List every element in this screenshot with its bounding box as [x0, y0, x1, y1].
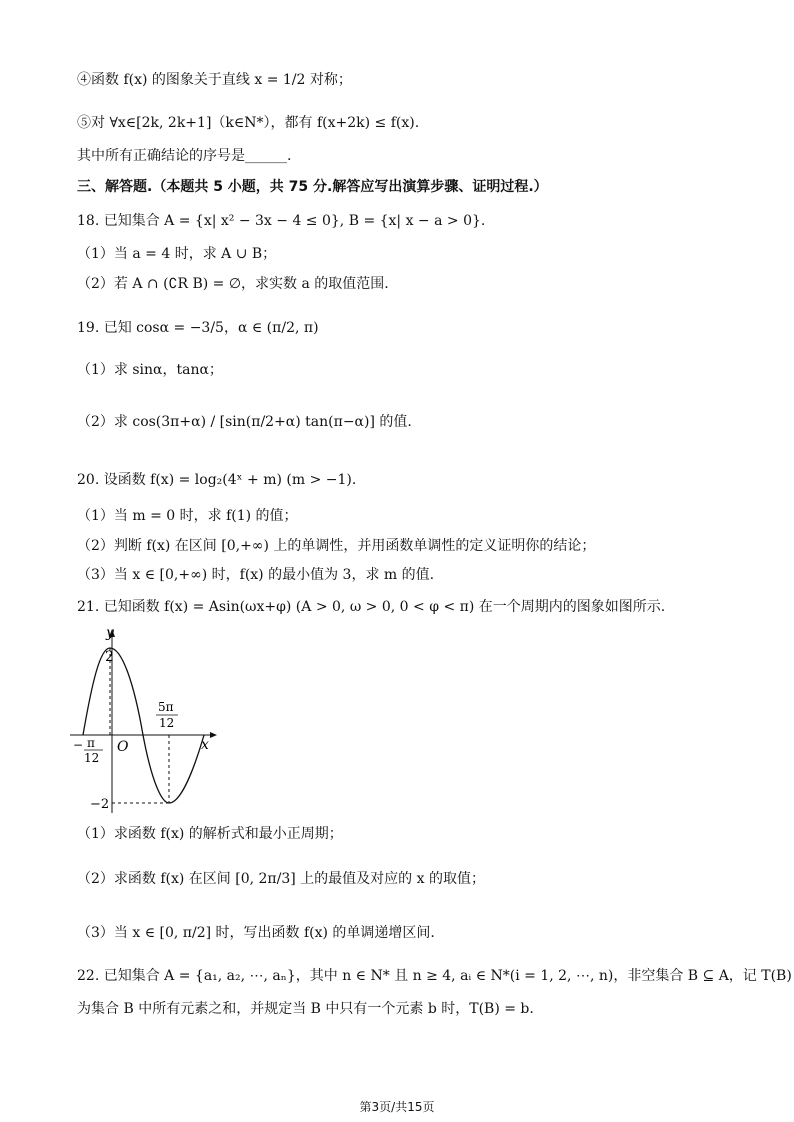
right-x-denominator: 12 [159, 716, 175, 730]
q18-stem: 18. 已知集合 A = {x| x² − 3x − 4 ≤ 0}, B = {x| x − a > 0}. [77, 213, 486, 229]
right-x-numerator: 5π [158, 700, 174, 714]
x-axis-arrow [210, 732, 217, 738]
q18-part-2: （2）若 A ∩ (∁R B) = ∅，求实数 a 的取值范围. [77, 276, 389, 292]
x-axis-label: x [201, 737, 209, 753]
q22-stem: 22. 已知集合 A = {a₁, a₂, ⋯, aₙ}，其中 n ∈ N* 且 n ≥ 4, aᵢ ∈ N*(i = 1, 2, ⋯, n)，非空集合 B ⊆ A，记 T(B) [77, 968, 792, 984]
left-x-sign: − [73, 738, 84, 752]
q18-part-1: （1）当 a = 4 时，求 A ∪ B； [77, 246, 277, 262]
q19-stem: 19. 已知 cosα = −3/5，α ∈ (π/2, π) [77, 320, 319, 336]
q21-stem: 21. 已知函数 f(x) = Asin(ωx+φ) (A > 0, ω > 0, 0 < φ < π) 在一个周期内的图象如图所示. [77, 599, 666, 615]
sine-curve [83, 648, 204, 803]
section-three-heading: 三、解答题.（本题共 5 小题，共 75 分.解答应写出演算步骤、证明过程.） [77, 179, 548, 195]
min-value-label: −2 [90, 797, 110, 812]
q22-stem-continued: 为集合 B 中所有元素之和，并规定当 B 中只有一个元素 b 时，T(B) = b. [77, 1001, 534, 1017]
q19-part-1: （1）求 sinα，tanα； [77, 362, 223, 378]
max-value-label: 2 [105, 649, 114, 665]
q17-answer-prompt: 其中所有正确结论的序号是______. [77, 148, 292, 164]
q20-part-3: （3）当 x ∈ [0,+∞) 时，f(x) 的最小值为 3，求 m 的值. [77, 567, 435, 583]
q17-item-5: ⑤对 ∀x∈[2k, 2k+1]（k∈N*），都有 f(x+2k) ≤ f(x). [77, 115, 420, 131]
q20-part-2: （2）判断 f(x) 在区间 [0,+∞) 上的单调性，并用函数单调性的定义证明你的结论； [77, 538, 596, 554]
q17-item-4: ④函数 f(x) 的图象关于直线 x = 1/2 对称； [77, 72, 352, 88]
q21-part-2: （2）求函数 f(x) 在区间 [0, 2π/3] 上的最值及对应的 x 的取值； [77, 871, 485, 887]
q21-part-3: （3）当 x ∈ [0, π/2] 时，写出函数 f(x) 的单调递增区间. [77, 925, 435, 941]
left-x-numerator: π [87, 736, 95, 750]
q20-part-1: （1）当 m = 0 时，求 f(1) 的值； [77, 508, 298, 524]
page-footer: 第3页/共15页 [359, 1100, 435, 1114]
q20-stem: 20. 设函数 f(x) = log₂(4ˣ + m) (m > −1). [77, 472, 357, 488]
left-x-denominator: 12 [84, 751, 100, 765]
q21-part-1: （1）求函数 f(x) 的解析式和最小正周期； [77, 826, 343, 842]
q19-part-2: （2）求 cos(3π+α) / [sin(π/2+α) tan(π−α)] 的值. [77, 414, 412, 430]
sine-graph [70, 623, 230, 813]
y-axis-label: y [106, 625, 114, 641]
origin-label: O [117, 739, 129, 755]
